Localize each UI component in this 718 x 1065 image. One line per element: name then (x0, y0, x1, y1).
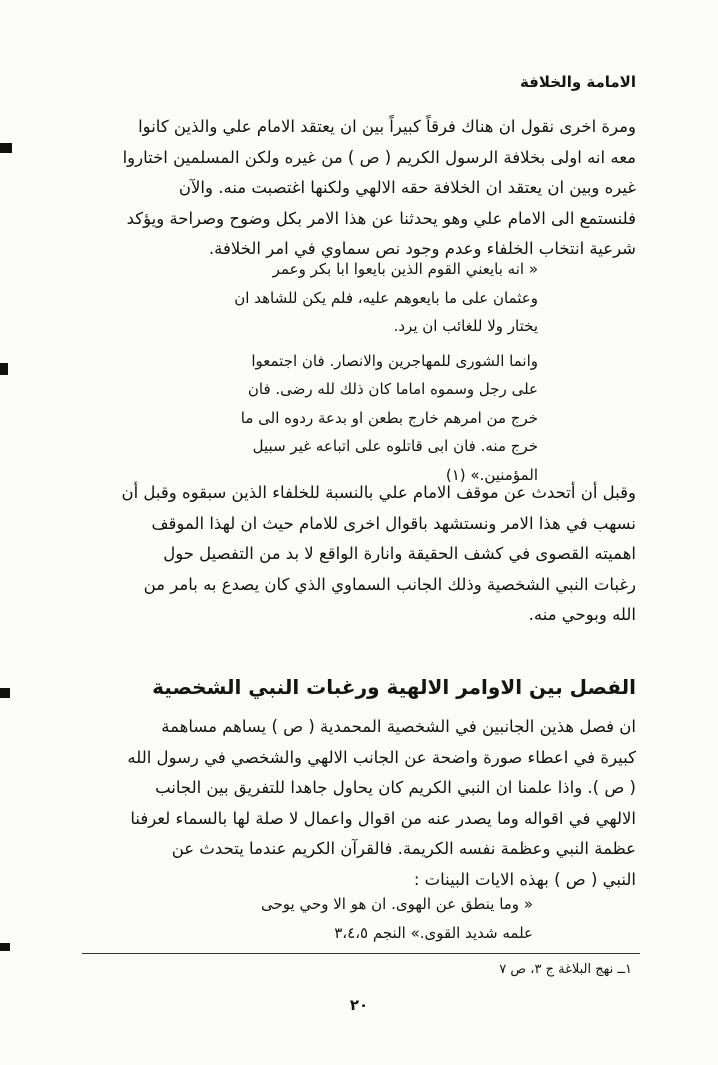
scan-edge-mark (0, 943, 10, 951)
text-line: ( ص ). واذا علمنا ان النبي الكريم كان يحاول جاهدا للتفريق بين الجانب (155, 778, 636, 797)
quote-line: يختار ولا للغائب ان يرد. (393, 317, 538, 335)
quote-line: وانما الشورى للمهاجرين والانصار. فان اجتمعوا (251, 351, 538, 370)
scan-edge-mark (0, 143, 12, 153)
text-line: كبيرة في اعطاء صورة واضحة عن الجانب الالهي والشخصي في رسول الله (127, 747, 636, 767)
section-heading: الفصل بين الاوامر الالهية ورغبات النبي الشخصية (152, 675, 636, 699)
text-line: اهميته القصوى في كشف الحقيقة وانارة الواقع لا بد من التفصيل حول (163, 544, 636, 563)
quote-line: المؤمنين.» (١) (445, 465, 538, 484)
text-line: غيره وبين ان يعتقد ان الخلافة حقه الالهي ولكنها اغتصبت منه. والآن (178, 178, 636, 197)
scan-edge-mark (0, 688, 10, 698)
quote-line: خرج منه. فان ابى قاتلوه على اتباعه غير سبيل (252, 437, 538, 455)
running-header: الامامة والخلافة (519, 73, 636, 91)
text-line: ومرة اخرى نقول ان هناك فرقاً كبيراً بين ان يعتقد الامام علي والذين كانوا (138, 117, 636, 136)
quote-line: وعثمان على ما بايعوهم عليه، فلم يكن للشاهد ان (234, 288, 538, 307)
paragraph-section-body (78, 712, 636, 895)
footnote: ١ــ نهج البلاغة ج ٣، ص ٧ (499, 962, 632, 977)
text-line: عظمة النبي وعظمة نفسه الكريمة. فالقرآن الكريم عندما يتحدث عن (171, 839, 636, 858)
quote-line: « انه بايعني القوم الذين بايعوا ابا بكر وعمر (272, 260, 538, 278)
text-line: شرعية انتخاب الخلفاء وعدم وجود نص سماوي في امر الخلافة. (208, 239, 636, 258)
quotation-imam-ali (218, 255, 538, 489)
footnote-divider (82, 953, 640, 954)
page-number: ٢٠ (349, 996, 369, 1014)
text-line: رغبات النبي الشخصية وذلك الجانب السماوي الذي كان يصدع به بامر من (143, 574, 636, 594)
text-line: النبي ( ص ) بهذه الايات البينات : (413, 869, 636, 889)
text-line: الله وبوحي منه. (528, 605, 636, 624)
text-line: ان فصل هذين الجانبين في الشخصية المحمدية ( ص ) يساهم مساهمة (161, 717, 636, 736)
scan-edge-mark (0, 363, 8, 375)
quote-line: « وما ينطق عن الهوى. ان هو الا وحي يوحى (260, 895, 533, 913)
quote-line: علمه شديد القوى.» النجم ٣،٤،٥ (334, 923, 533, 942)
text-line: الالهي في اقواله وما يصدر عنه من اقوال واعمال لا صلة لها بالسماء لعرفنا (130, 808, 636, 828)
quotation-quran (213, 890, 533, 947)
text-line: وقبل أن أتحدث عن موقف الامام علي بالنسبة للخلفاء الذين سبقوه وقبل أن (121, 483, 636, 502)
quote-line: خرج من امرهم خارج بطعن او بدعة ردوه الى ما (240, 408, 538, 427)
text-line: نسهب في هذا الامر ونستشهد باقوال اخرى للامام حيث ان لهذا الموقف (151, 513, 636, 533)
paragraph-intro (78, 112, 636, 265)
quote-line: على رجل وسموه اماما كان ذلك لله رضى. فان (247, 380, 538, 398)
text-line: معه انه اولى بخلافة الرسول الكريم ( ص ) من غيره ولكن المسلمين اختاروا (122, 147, 636, 167)
text-line: فلنستمع الى الامام علي وهو يحدثنا عن هذا الامر بكل وضوح وصراحة ويؤكد (126, 208, 636, 228)
paragraph-before-section (78, 478, 636, 631)
